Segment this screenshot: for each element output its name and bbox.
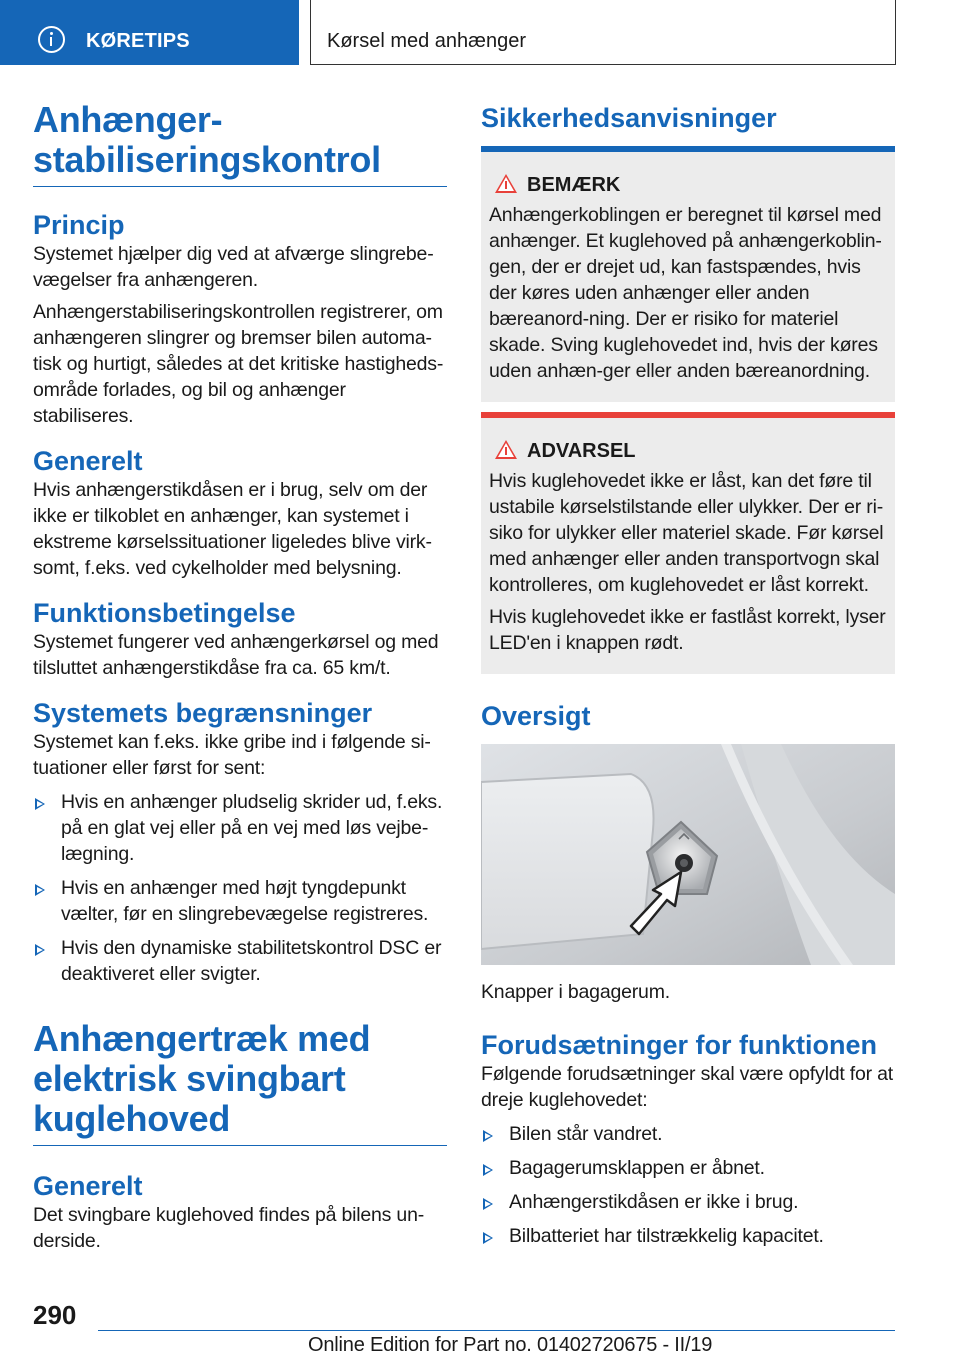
triangle-bullet-icon <box>35 884 45 896</box>
left-column <box>33 100 447 1254</box>
footer-rule <box>98 1330 895 1331</box>
note-heading: BEMÆRK <box>489 172 887 198</box>
trunk-photo-illustration <box>481 744 895 965</box>
list-item: Hvis en anhænger pludselig skrider ud, f.eks. på en glat vej eller på en vej med løs vejbe-lægning. <box>33 789 447 867</box>
warning-heading: ADVARSEL <box>489 438 887 464</box>
topic-box <box>310 0 896 65</box>
triangle-bullet-icon <box>483 1130 493 1142</box>
note-text: Anhængerkoblingen er beregnet til kørsel med anhænger. Et kuglehoved på anhængerkoblin-gen, der er drejet ud, kan fastspændes, hvis der køres uden anhænger eller anden bæreanord-ning. Der er risiko for materiel skade. Sving kuglehovedet ind, hvis der køres uden anhæn-ger eller anden bæreanordning. <box>489 204 882 382</box>
warning-text-1: Hvis kuglehovedet ikke er låst, kan det føre til ustabile kørselstilstande eller ulykker. Der er ri-siko for ulykker eller materiel skade. Før kørsel med anhænger eller anden transportvogn skal kontrolleres, om kuglehovedet er låst korrekt. <box>489 470 884 596</box>
condition-text: Systemet fungerer ved anhængerkørsel og med tilsluttet anhængerstikdåse fra ca. 65 km/t. <box>33 631 439 679</box>
triangle-bullet-icon <box>483 1198 493 1210</box>
prereq-list <box>481 1121 895 1249</box>
heading-principle: Princip <box>33 210 125 240</box>
heading-limits: Systemets begrænsninger <box>33 698 373 728</box>
warning-text-2: Hvis kuglehovedet ikke er fastlåst korrekt, lyser LED'en i knappen rødt. <box>489 606 886 654</box>
section-title-2: Anhængertræk med elektrisk svingbart kuglehoved <box>33 1018 371 1139</box>
limits-list <box>33 789 447 987</box>
info-icon <box>38 26 65 53</box>
section-title-block <box>33 100 447 187</box>
heading-prereq: Forudsætninger for funktionen <box>481 1030 877 1060</box>
list-item: Bilbatteriet har tilstrækkelig kapacitet. <box>481 1223 895 1249</box>
section-title-block <box>33 1019 447 1146</box>
list-item: Hvis den dynamiske stabilitetskontrol DSC er deaktiveret eller svigter. <box>33 935 447 987</box>
general-text: Hvis anhængerstikdåsen er i brug, selv om der ikke er tilkoblet en anhænger, kan systemet i ekstreme kørselssituationer ligeledes blive virk-somt, f.eks. ved cykelholder med belysning. <box>33 479 432 579</box>
prereq-text: Følgende forudsætninger skal være opfyldt for at dreje kuglehovedet: <box>481 1063 894 1111</box>
chapter-tab <box>0 0 299 65</box>
limits-text: Systemet kan f.eks. ikke gribe ind i følgende si-tuationer eller først for sent: <box>33 731 431 779</box>
section-title: Anhænger-stabiliseringskontrol <box>33 99 381 180</box>
heading-safety: Sikkerhedsanvisninger <box>481 103 777 133</box>
triangle-bullet-icon <box>35 798 45 810</box>
topic-label: Kørsel med anhænger <box>327 30 526 52</box>
chapter-label: KØRETIPS <box>86 30 190 52</box>
list-item: Anhængerstikdåsen er ikke i brug. <box>481 1189 895 1215</box>
principle-text-1: Systemet hjælper dig ved at afværge slingrebe-vægelser fra anhængeren. <box>33 243 434 291</box>
list-item: Bilen står vandret. <box>481 1121 895 1147</box>
heading-overview: Oversigt <box>481 701 591 731</box>
triangle-bullet-icon <box>483 1232 493 1244</box>
triangle-bullet-icon <box>483 1164 493 1176</box>
warning-box <box>481 412 895 674</box>
photo-caption: Knapper i bagagerum. <box>481 981 670 1003</box>
right-column <box>481 100 895 1249</box>
list-item: Hvis en anhænger med højt tyngdepunkt vælter, før en slingrebevægelse registreres. <box>33 875 447 927</box>
page-number: 290 <box>33 1300 77 1330</box>
heading-condition: Funktionsbetingelse <box>33 598 296 628</box>
warning-triangle-icon <box>495 174 517 193</box>
list-item: Bagagerumsklappen er åbnet. <box>481 1155 895 1181</box>
note-box <box>481 146 895 402</box>
triangle-bullet-icon <box>35 944 45 956</box>
principle-text-2: Anhængerstabiliseringskontrollen registrerer, om anhængeren slingrer og bremser bilen automa-tisk og hurtigt, således at det kritiske hastigheds-område forlades, og bil og anhænger stabiliseres. <box>33 301 444 427</box>
trunk-button-photo <box>481 744 895 965</box>
edition-text: Online Edition for Part no. 01402720675 - II/19 <box>308 1334 713 1356</box>
heading-general-2: Generelt <box>33 1171 143 1201</box>
heading-general: Generelt <box>33 446 143 476</box>
general-2-text: Det svingbare kuglehoved findes på bilens un-derside. <box>33 1204 425 1252</box>
warning-triangle-icon <box>495 440 517 459</box>
